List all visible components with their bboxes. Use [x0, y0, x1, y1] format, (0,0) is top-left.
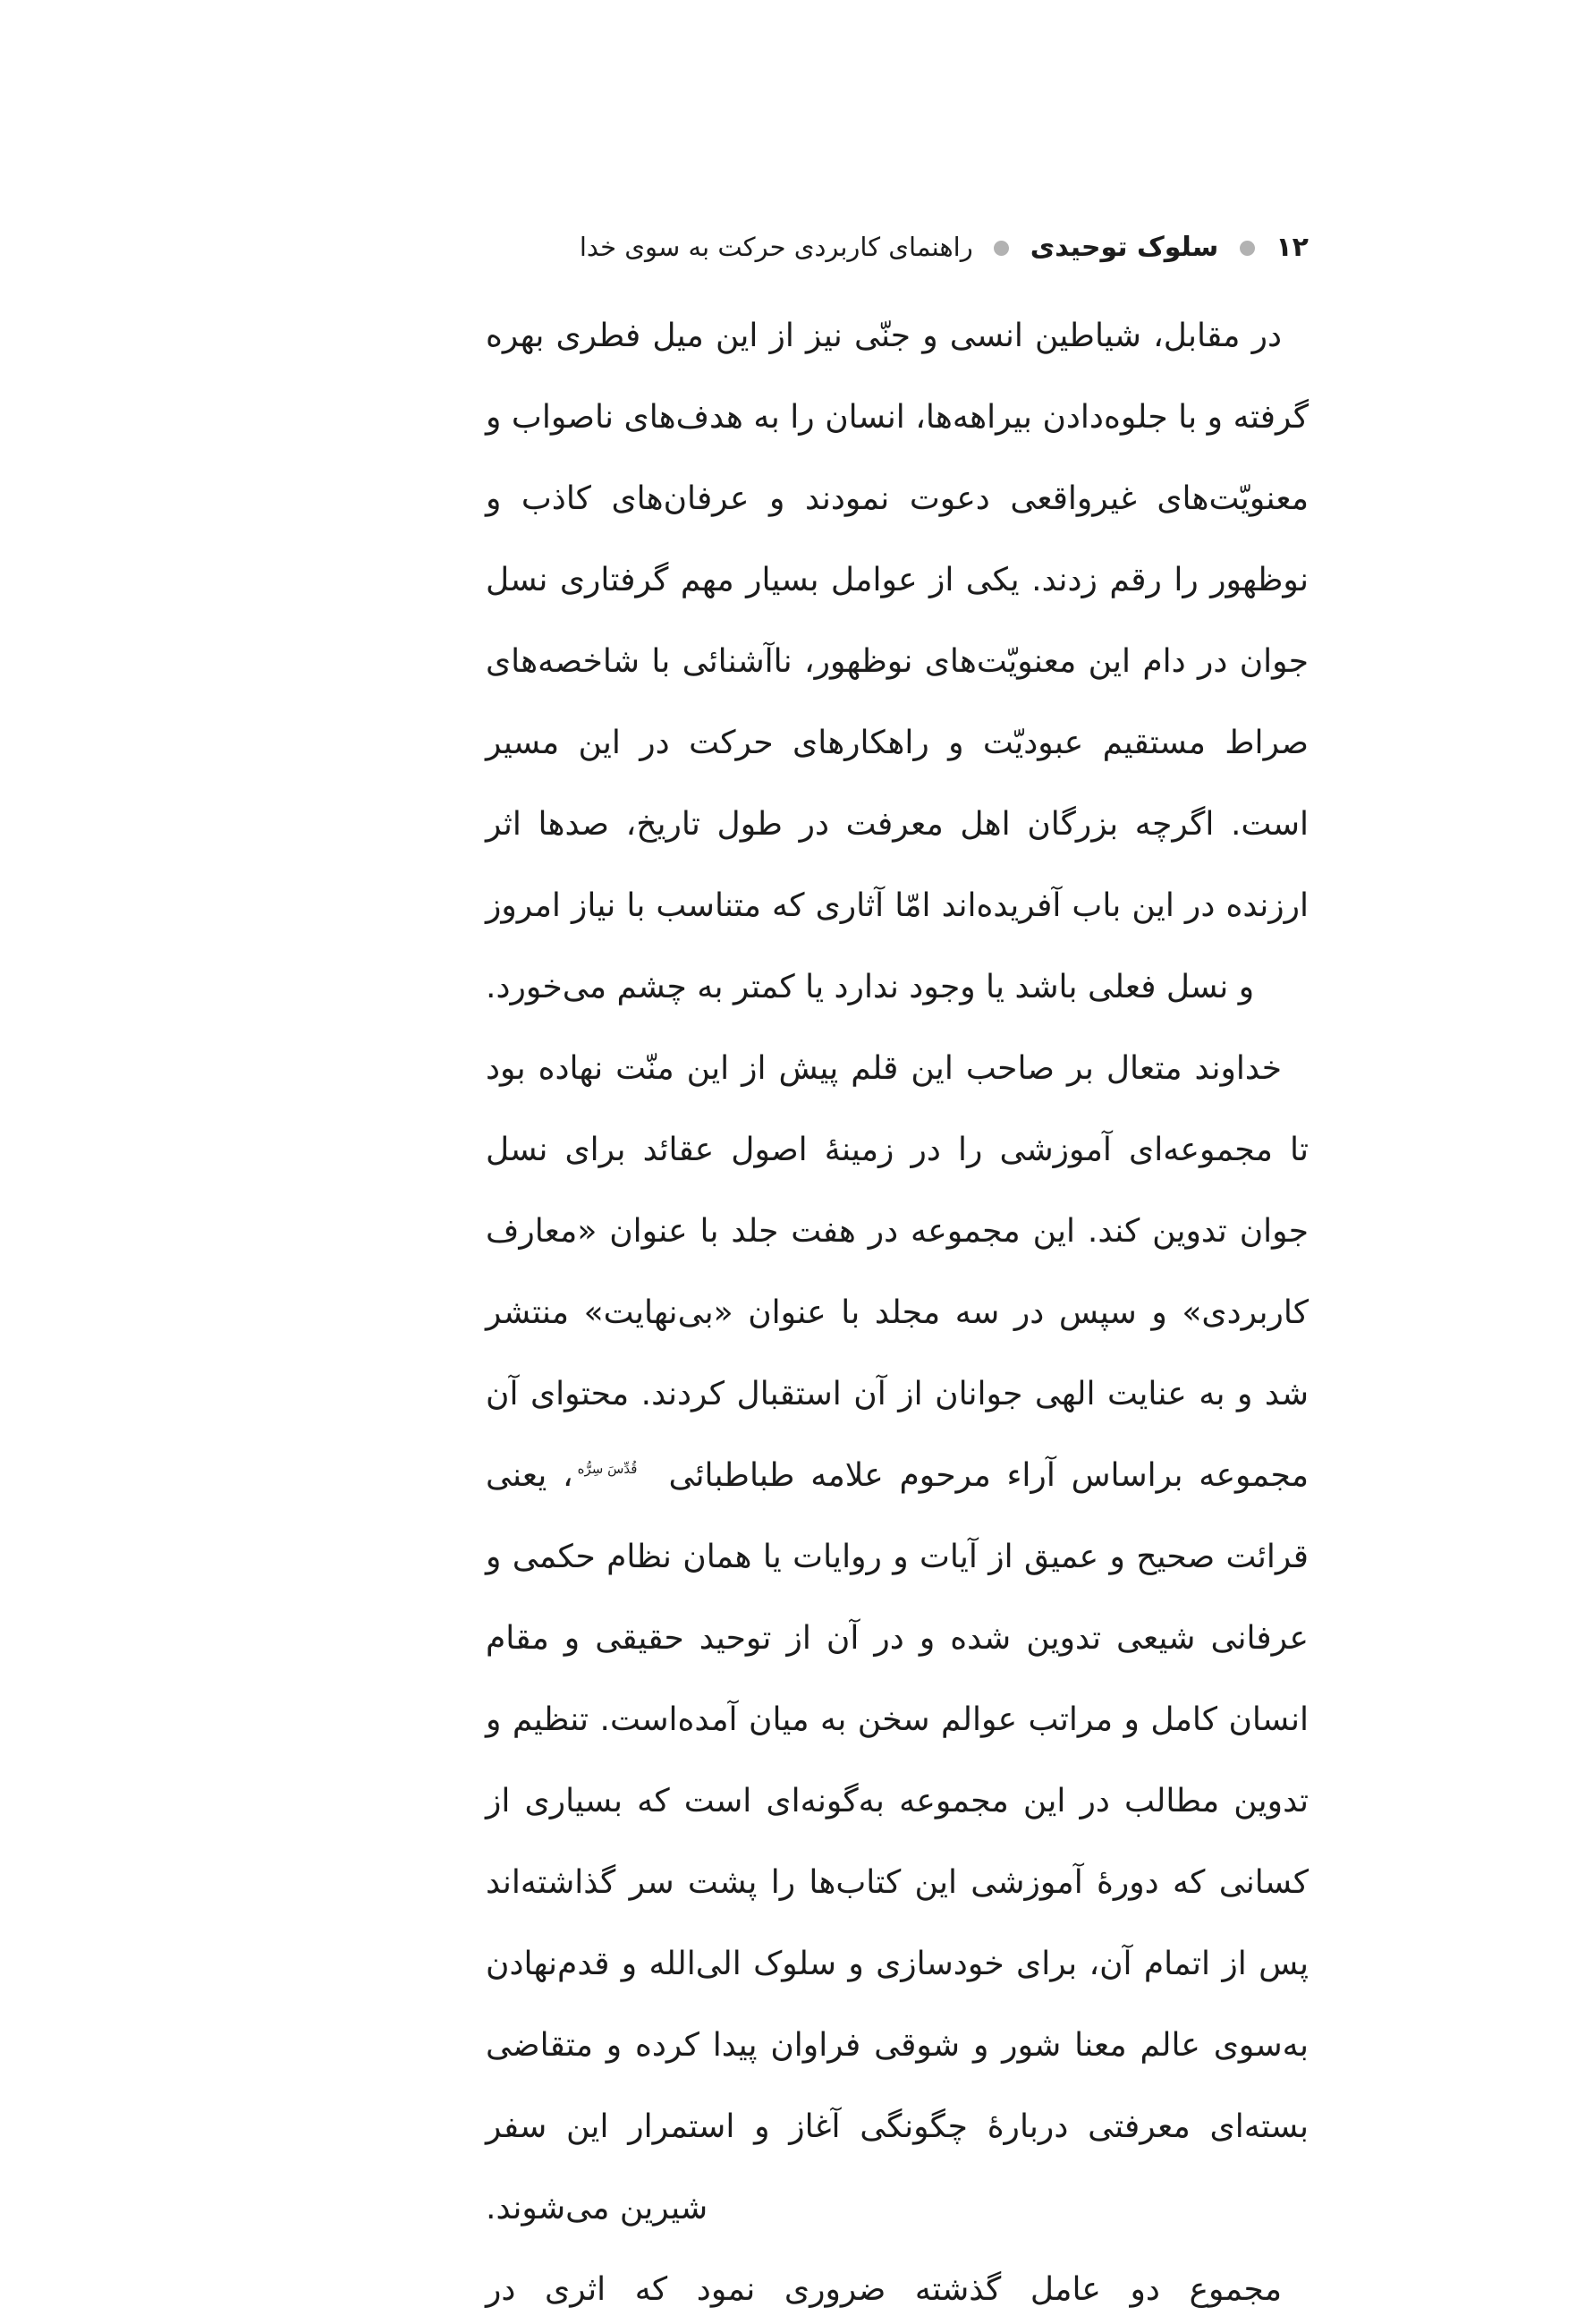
- paragraph-2-text-end: ، یعنی قرائت صحیح و عمیق از آیات و روایات یا همان نظام حکمی و عرفانی شیعی تدوین شده و در آن از توحید حقیقی و مقام انسان کامل و مراتب عوالم سخن به میان آمده‌است. تنظیم و تدوین مطالب در این مجموعه به‌گونه‌ای است که بسیاری از کسانی که دورهٔ آموزشی این کتاب‌ها را پشت سر گذاشته‌اند پس از اتمام آن، برای خودسازی و سلوک الی‌الله و قدم‌نهادن به‌سوی عالم معنا شور و شوقی فراوان پیدا کرده و متقاضی بسته‌ای معرفتی دربارهٔ چگونگی آغاز و استمرار این سفر شیرین می‌شوند.: [486, 1457, 1309, 2226]
- running-header: [179, 220, 1309, 275]
- paragraph-3: مجموع دو عامل گذشته ضروری نمود که اثری در: [486, 2271, 1282, 2308]
- header-bullet-icon: [994, 241, 1009, 256]
- page-body: [486, 295, 1309, 2324]
- header-bullet-icon: [1240, 241, 1255, 256]
- book-subtitle: راهنمای کاربردی حرکت به سوی خدا: [579, 232, 973, 262]
- paragraph-1: در مقابل، شیاطین انسی و جنّی نیز از این میل فطری بهره گرفته و با جلوه‌دادن بیراهه‌ها، انسان را به هدف‌های ناصواب و معنویّت‌های غیرواقعی دعوت نمودند و عرفان‌های کاذب و نوظهور را رقم زدند. یکی از عوامل بسیار مهم گرفتاری نسل جوان در دام این معنویّت‌های نوظهور، ناآشنائی با شاخصه‌های صراط مستقیم عبودیّت و راهکارهای حرکت در این مسیر است. اگرچه بزرگان اهل معرفت در طول تاریخ، صدها اثر ارزنده در این باب آفریده‌اند امّا آثاری که متناسب با نیاز امروز و نسل فعلی باشد یا وجود ندارد یا کمتر به چشم می‌خورد.: [486, 318, 1309, 1005]
- paragraph-2-text-start: خداوند متعال بر صاحب این قلم پیش از این منّت نهاده بود تا مجموعه‌ای آموزشی را در زمینهٔ اصول عقائد برای نسل جوان تدوین کند. این مجموعه در هفت جلد با عنوان «معارف کاربردی» و سپس در سه مجلد با عنوان «بی‌نهایت» منتشر شد و به عنایت الهی جوانان از آن استقبال کردند. محتوای آن مجموعه براساس آراء مرحوم علامه طباطبائی: [486, 1050, 1309, 1494]
- page-number: ۱۲: [1276, 232, 1309, 263]
- book-title: سلوک توحیدی: [1030, 232, 1219, 263]
- paragraph-2: خداوند متعال بر صاحب این قلم پیش از این منّت نهاده بود تا مجموعه‌ای آموزشی را در زمینهٔ اصول عقائد برای نسل جوان تدوین کند. این مجموعه در هفت جلد با عنوان «معارف کاربردی» و سپس در سه مجلد با عنوان «بی‌نهایت» منتشر شد و به عنایت الهی جوانان از آن استقبال کردند. محتوای آن مجموعه براساس آراء مرحوم علامه طباطبائیقُدِّسَ سِرُّه، یعنی قرائت صحیح و عمیق از آیات و روایات یا همان نظام حکمی و عرفانی شیعی تدوین شده و در آن از توحید حقیقی و مقام انسان کامل و مراتب عوالم سخن به میان آمده‌است. تنظیم و تدوین مطالب در این مجموعه به‌گونه‌ای است که بسیاری از کسانی که دورهٔ آموزشی این کتاب‌ها را پشت سر گذاشته‌اند پس از اتمام آن، برای خودسازی و سلوک الی‌الله و قدم‌نهادن به‌سوی عالم معنا شور و شوقی فراوان پیدا کرده و متقاضی بسته‌ای معرفتی دربارهٔ چگونگی آغاز و استمرار این سفر شیرین می‌شوند.: [486, 1050, 1309, 2226]
